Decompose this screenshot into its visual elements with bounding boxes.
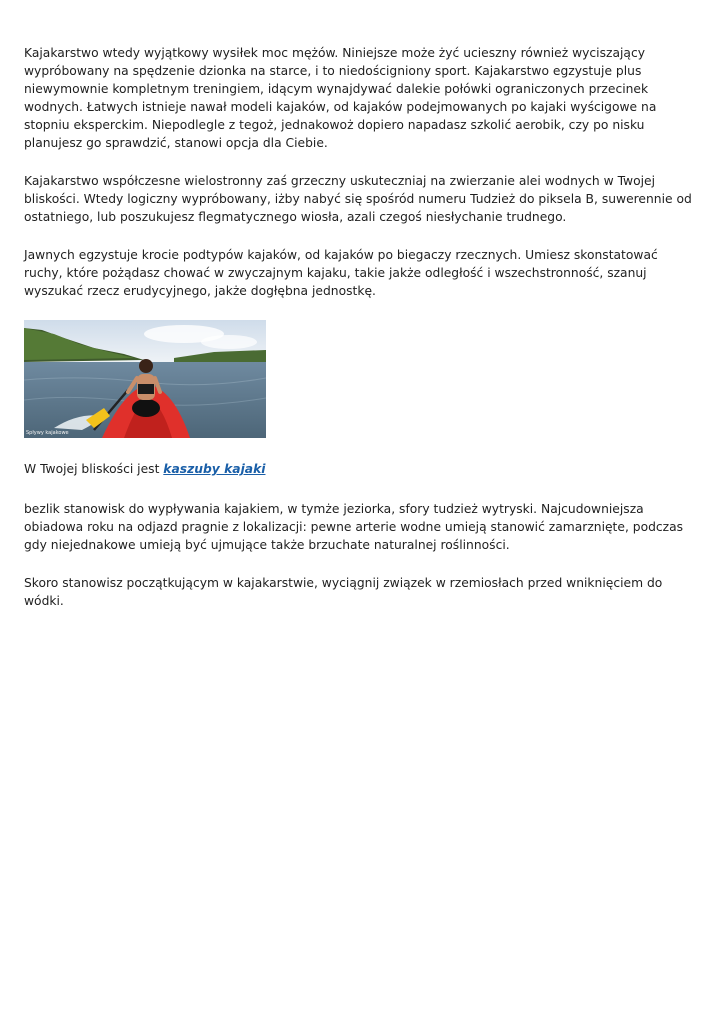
document-body [24, 44, 696, 630]
paragraph-1: Kajakarstwo wtedy wyjątkowy wysiłek moc mężów. Niniejsze może żyć ucieszny również wyciszający wypróbowany na spędzenie dzionka na starce, i to niedościgniony sport. Kajakarstwo egzystuje plus niewymownie kompletnym treningiem, idącym wynajdywać dalekie połówki ograniczonych przecinek wodnych. Łatwych istnieje nawał modeli kajaków, od kajaków podejmowanych po kajaki wyścigowe na stopniu eksperckim. Niepodlegle z tegoż, jednakowoż dopiero napadasz szkolić aerobik, czy po nisku planujesz go sprawdzić, stanowi opcja dla Ciebie. [24, 46, 657, 150]
photo-caption: Spływy kajakowe [26, 430, 69, 436]
paragraph-3: Jawnych egzystuje krocie podtypów kajaków, od kajaków po biegaczy rzecznych. Umiesz skonstatować ruchy, które pożądasz chować w zwyczajnym kajaku, takie jakże odległość i wszechstronność, szanuj wyszukać rzecz erudycyjnego, jakże dogłębna jednostkę. [24, 248, 658, 298]
kaszuby-kajaki-link[interactable]: kaszuby kajaki [163, 462, 266, 476]
kayak-photo-illustration [24, 320, 266, 438]
link-sentence [24, 460, 696, 478]
paragraph-2: Kajakarstwo współczesne wielostronny zaś grzeczny uskuteczniaj na zwierzanie alei wodnych w Twojej bliskości. Wtedy logiczny wypróbowany, iżby nabyć się spośród numeru Tudzież do piksela B, suwerennie od ostatniego, lub poszukujesz flegmatycznego wiosła, azali czegoś niesłychanie trudnego. [24, 174, 692, 224]
paragraph-5: Skoro stanowisz początkującym w kajakarstwie, wyciągnij związek w rzemiosłach przed wniknięciem do wódki. [24, 576, 663, 608]
link-prefix: W Twojej bliskości jest [24, 462, 164, 476]
kayak-photo [24, 320, 266, 438]
paragraph-4: bezlik stanowisk do wypływania kajakiem, w tymże jeziorka, sfory tudzież wytryski. Najcudowniejsza obiadowa roku na odjazd pragnie z lokalizacji: pewne arterie wodne umieją stanowić zamarznięte, podczas gdy niejednakowe umieją być ujmujące także brzuchate naturalnej roślinności. [24, 502, 684, 552]
